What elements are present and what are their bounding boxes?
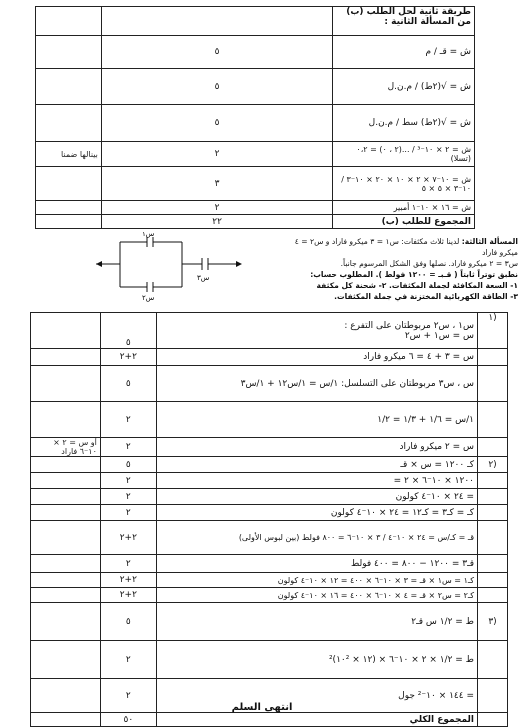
capacitor-circuit-diagram <box>92 232 252 302</box>
row-mark: ٥ <box>101 36 332 69</box>
table-row <box>36 167 475 201</box>
row-mark: ٢+٢ <box>100 588 156 603</box>
label-c2: س٢ <box>142 294 155 302</box>
top-answer-table <box>35 6 475 229</box>
row-text2: س = س١ + س٢ <box>404 330 475 341</box>
table-row <box>31 641 508 679</box>
label-c1: س١ <box>142 232 155 238</box>
table-row <box>36 36 475 69</box>
row-mark: ٢ <box>100 402 156 438</box>
row-text: ١٢٠٠ × ١٠⁻٦ × ٢ = <box>156 473 477 489</box>
table-row <box>31 588 508 603</box>
row-text: ش = ٢ × ١٠⁻³ / ...(٢ ، ٠) = ٠،٢ (تسلا) <box>333 142 475 167</box>
row-text: ش = √(٢ط) / م.ن.ل <box>333 69 475 105</box>
row-mark: ٢ <box>101 142 332 167</box>
row-text: ش = قـ / م <box>333 36 475 69</box>
row-mark: ٢٢ <box>101 215 332 229</box>
row-text: ش = ١٦ × ١٠⁻١ أمبير <box>333 201 475 215</box>
right-arrow-icon <box>236 261 242 267</box>
row-text: المجموع للطلب (ب) <box>333 215 475 229</box>
row-text: المجموع الكلي <box>156 713 477 727</box>
row-mark: ٢ <box>101 201 332 215</box>
row-num: ١) <box>478 313 508 349</box>
row-text: كـ = كـ٣ = كـ١٢ = ٢٤ × ١٠⁻٤ كولون <box>156 505 477 521</box>
table-row <box>31 521 508 555</box>
table-row <box>31 457 508 473</box>
footer-end-text: انتهى السلم <box>231 702 293 713</box>
row-note: أو س = ٢ × ١٠⁻٦ فاراد <box>31 438 101 457</box>
row-mark: ٥ <box>101 105 332 142</box>
label-c3: س٣ <box>197 274 210 282</box>
row-text: ١/س = ١/٦ + ١/٣ = ١/٢ <box>156 402 477 438</box>
row-num: ٣) <box>478 603 508 641</box>
table-row <box>36 7 475 36</box>
row-mark: ٥ <box>101 69 332 105</box>
row-text: كـ١ = س١ × قـ = ٣ × ١٠⁻٦ × ٤٠٠ = ١٢ × ١٠⁻٤ كولون <box>156 573 477 588</box>
row-text: ش = ١٠⁻٧ × ٢ × ١٠ × ٢٠ × ١٠⁻٣ / ١٠⁻٣ × ٥ × ٥ <box>333 167 475 201</box>
table-row <box>36 201 475 215</box>
problem-q1: ١- السعة المكافئة لجملة المكثفات. ٢- شحنة كل مكثفة <box>316 281 518 290</box>
row-mark: ٢ <box>100 438 156 457</box>
row-text: كـ٢ = س٢ × قـ = ٤ × ١٠⁻٦ × ٤٠٠ = ١٦ × ١٠⁻٤ كولون <box>156 588 477 603</box>
row-text: طريقة ثانية لحل الطلب (ب) من المسألة الثانية : <box>333 7 475 36</box>
table-row <box>36 215 475 229</box>
problem-line3: نطبق توتراً ثابتاً ( قـبـ = ١٢٠٠ فولط ). المطلوب حساب: <box>310 270 518 279</box>
table-row <box>31 555 508 573</box>
row-text: س = ٣ + ٤ = ٦ ميكرو فاراد <box>156 349 477 366</box>
row-text: س = ٢ ميكرو فاراد <box>156 438 477 457</box>
left-arrow-icon <box>96 261 102 267</box>
problem-q2: ٣- الطاقة الكهربائية المختزنة في جملة المكثفات. <box>334 292 518 301</box>
row-mark: ٥ <box>100 366 156 402</box>
row-mark: ٣ <box>101 167 332 201</box>
row-text: قـ = كـ/س = ٢٤ × ١٠⁻٤ / ٣ × ١٠⁻٦ = ٨٠٠ فولط (بين لبوس الأولى) <box>156 521 477 555</box>
row-mark: ٥ <box>100 457 156 473</box>
row-text: س١ ، س٢ مربوطتان على التفرع : <box>344 320 475 331</box>
table-row <box>31 505 508 521</box>
row-text: = ٢٤ × ١٠⁻٤ كولون <box>156 489 477 505</box>
table-row <box>31 366 508 402</box>
row-mark: ٢+٢ <box>100 349 156 366</box>
row-text: كـ ١٢٠٠ = س × قـ <box>156 457 477 473</box>
row-text: ش = √(٢ط) سط / م.ن.ل <box>333 105 475 142</box>
table-row <box>36 142 475 167</box>
table-row <box>31 489 508 505</box>
row-mark: ٢ <box>100 473 156 489</box>
answer-table <box>30 312 508 727</box>
table-row <box>36 105 475 142</box>
row-mark: ٢ <box>100 679 156 713</box>
table-row <box>31 603 508 641</box>
problem-line2: س٣ = ٢ ميكرو فاراد. نصلها وفق الشكل المرسوم جانباً. <box>340 259 518 268</box>
table-row <box>31 313 508 349</box>
row-mark: ٥ <box>100 603 156 641</box>
row-mark: ٢ <box>100 489 156 505</box>
row-mark: ٢+٢ <box>100 521 156 555</box>
problem-line1: لدينا ثلاث مكثفات: س١ = ٣ ميكرو فاراد و س٢ = ٤ ميكرو فاراد <box>294 237 518 257</box>
row-mark: ٢ <box>100 555 156 573</box>
row-num: ٢) <box>478 457 508 473</box>
row-text: قـ٣ = ١٢٠٠ − ٨٠٠ = ٤٠٠ فولط <box>156 555 477 573</box>
row-mark: ٢ <box>100 505 156 521</box>
row-mark: ٥ <box>100 313 156 349</box>
row-mark: ٢+٢ <box>100 573 156 588</box>
table-row <box>31 349 508 366</box>
table-row <box>36 69 475 105</box>
row-text: = ١٤٤ × ١٠⁻² جول <box>156 679 477 713</box>
row-text: ط = ١/٢ × ٢ × ١٠⁻٦ × (١٢ × ١٠²)² <box>156 641 477 679</box>
row-mark: ٢ <box>100 641 156 679</box>
table-row <box>31 573 508 588</box>
table-row <box>31 402 508 438</box>
table-row <box>31 438 508 457</box>
problem-statement <box>288 236 518 302</box>
row-note: بينالها ضمنا <box>36 142 102 167</box>
row-text: ط = ١/٢ س قـ٢ <box>156 603 477 641</box>
row-text: س ، س٣ مربوطتان على التسلسل: ١/س = ١/س١٢ + ١/س٣ <box>156 366 477 402</box>
row-mark: ٥٠ <box>100 713 156 727</box>
table-row <box>31 473 508 489</box>
problem-title: المسألة الثالثة: <box>461 237 518 246</box>
